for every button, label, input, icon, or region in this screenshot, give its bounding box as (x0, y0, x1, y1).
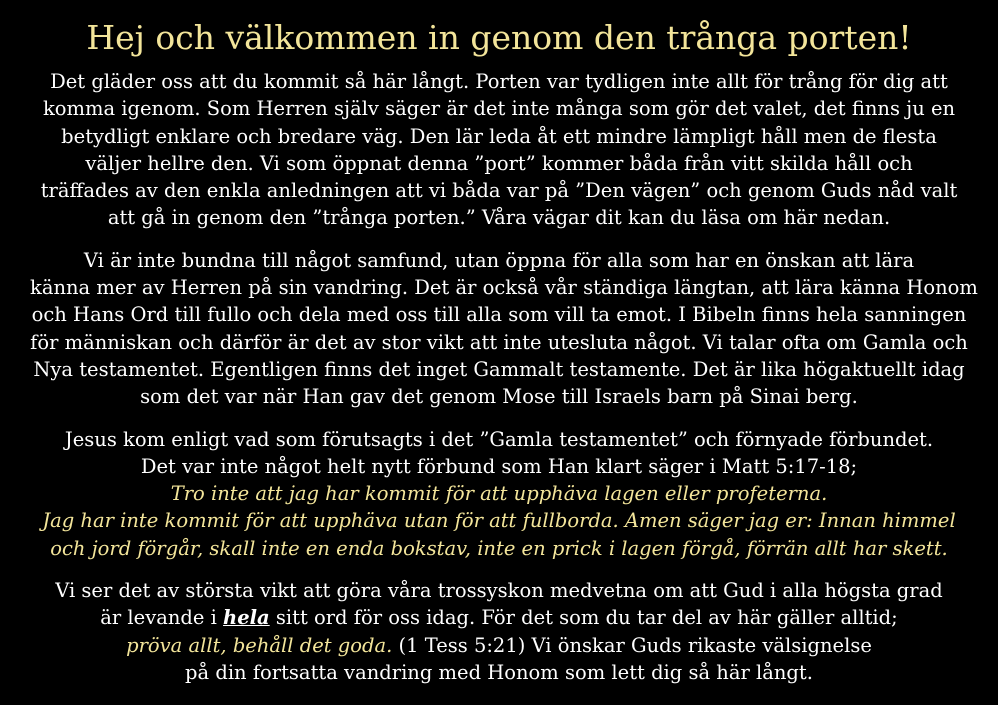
text-fragment: sitt ord för oss idag. För det som du tar del av här gäller alltid; (269, 606, 898, 630)
text-line: som det var när Han gav det genom Mose till Israels barn på Sinai berg. (140, 385, 858, 409)
text-line: betydligt enklare och bredare väg. Den lär leda åt ett mindre lämpligt håll men de flesta (61, 124, 937, 148)
text-line: Vi är inte bundna till något samfund, utan öppna för alla som har en önskan att lära (83, 248, 915, 272)
text-line: känna mer av Herren på sin vandring. Det är också vår ständiga längtan, att lära känna Honom (30, 276, 978, 300)
text-line: Det var inte något helt nytt förbund som Han klart säger i Matt 5:17-18; (140, 454, 858, 478)
text-line: väljer hellre den. Vi som öppnat denna ”port” kommer båda från vitt skilda håll och (85, 151, 913, 175)
scripture-quote-line: och jord förgår, skall inte en enda bokstav, inte en prick i lagen förgå, förrän allt har skett. (50, 536, 948, 560)
emphasis-word: hela (223, 606, 270, 630)
paragraph-closing (30, 577, 968, 686)
paragraph-about (30, 247, 978, 411)
paragraph-welcome (30, 68, 968, 232)
text-line: att gå in genom den ”trånga porten.” Våra vägar dit kan du läsa om här nedan. (107, 206, 891, 230)
text-line: Jesus kom enligt vad som förutsagts i det ”Gamla testamentet” och förnyade förbundet. (64, 427, 934, 451)
text-line: på din fortsatta vandring med Honom som lett dig så här långt. (185, 660, 813, 684)
text-line (30, 632, 968, 659)
text-line: Nya testamentet. Egentligen finns det inget Gammalt testamente. Det är lika högaktuellt idag (33, 357, 965, 381)
scripture-quote: pröva allt, behåll det goda. (126, 633, 393, 657)
text-line: Det gläder oss att du kommit så här långt. Porten var tydligen inte allt för trång för dig att (50, 70, 948, 93)
text-line: träffades av den enkla anledningen att vi båda var på ”Den vägen” och genom Guds nåd valt (40, 179, 958, 203)
text-line: Vi ser det av största vikt att göra våra trossyskon medvetna om att Gud i alla högsta grad (55, 579, 943, 603)
paragraph-covenant (30, 426, 968, 562)
scripture-quote-line: Jag har inte kommit för att upphäva utan för att fullborda. Amen säger jag er: Innan himmel (42, 509, 956, 533)
scripture-quote-line: Tro inte att jag har kommit för att upphäva lagen eller profeterna. (170, 482, 828, 506)
text-fragment: (1 Tess 5:21) Vi önskar Guds rikaste välsignelse (392, 633, 872, 657)
text-fragment: är levande i (100, 606, 224, 630)
text-line: för människan och därför är det av stor vikt att inte utesluta något. Vi talar ofta om Gamla och (30, 330, 968, 354)
text-line: och Hans Ord till fullo och dela med oss till alla som vill ta emot. I Bibeln finns hela sanningen (31, 303, 967, 327)
page-title: Hej och välkommen in genom den trånga porten! (86, 18, 912, 57)
text-line: komma igenom. Som Herren själv säger är det inte många som gör det valet, det finns ju en (42, 97, 956, 121)
text-line (30, 604, 968, 631)
